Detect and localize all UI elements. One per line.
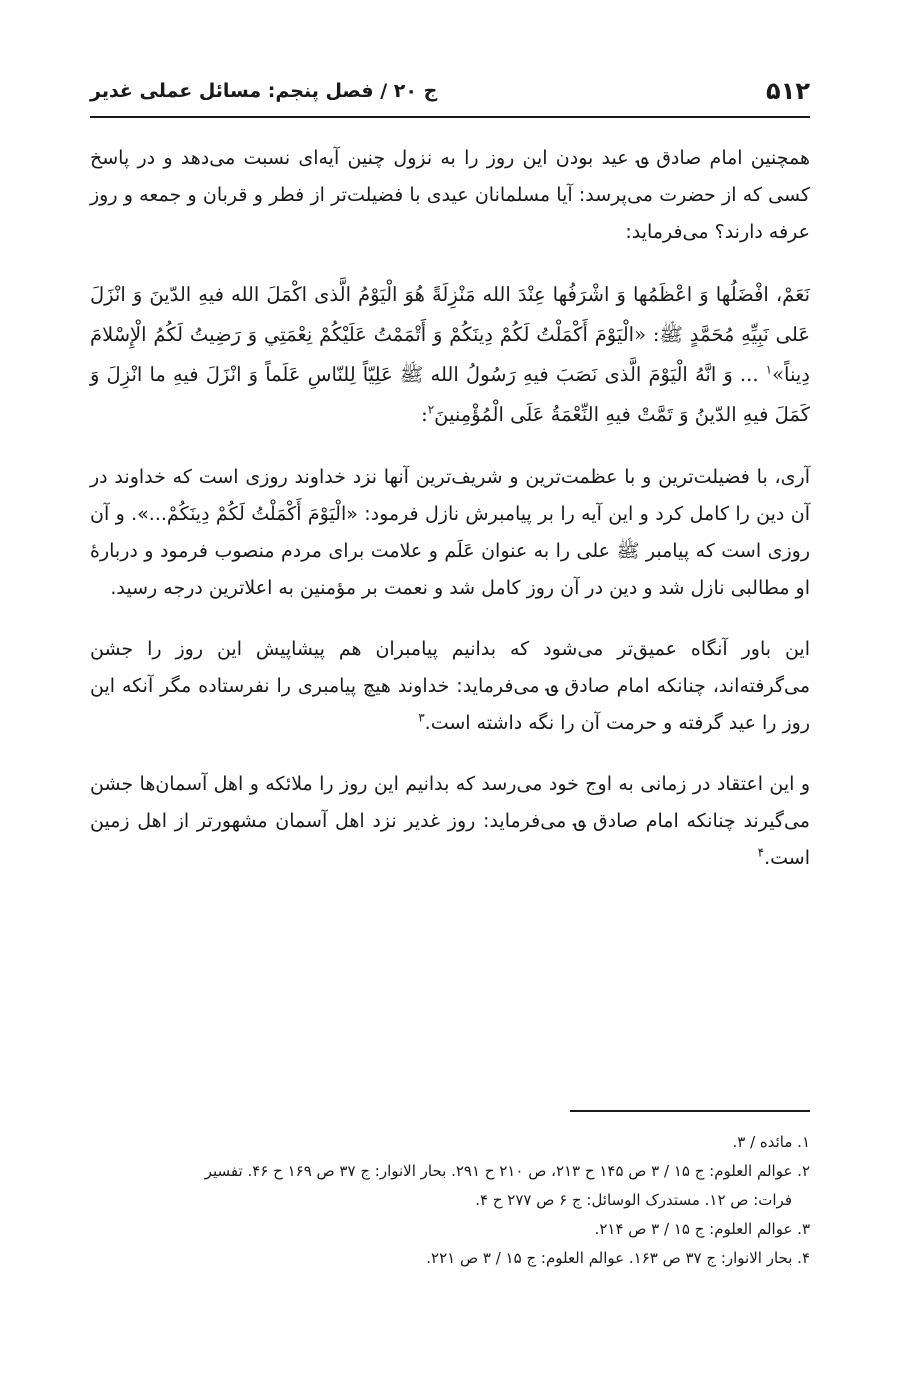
footnote-2-text: ۲. عوالم العلوم: ج ۱۵ / ۳ ص ۱۴۵ ح ۲۱۳، ص ۲۱۰ ح ۲۹۱. بحار الانوار: ج ۳۷ ص ۱۶۹ ح ۴۶. تفسیر xyxy=(204,1162,810,1180)
paragraph-3 xyxy=(90,459,810,607)
paragraph-5 xyxy=(90,766,810,877)
footnote-4 xyxy=(90,1244,810,1273)
footnote-mark-2[interactable]: ۲ xyxy=(427,402,435,417)
paragraph-1-text: همچنین امام صادق ؈ عید بودن این روز را به نزول چنین آیه‌ای نسبت می‌دهد و در پاسخ کسی که از حضرت می‌پرسد: آیا مسلمانان عیدی با فضیلت‌تر از فطر و قربان و جمعه و روز عرفه دارند؟ می‌فرماید: xyxy=(90,147,810,243)
page-header xyxy=(90,66,810,118)
footnote-mark-4[interactable]: ۴ xyxy=(757,845,765,860)
paragraph-5-text: و این اعتقاد در زمانی به اوج خود می‌رسد که بدانیم این روز را ملائکه و اهل آسمان‌ها جشن می‌گیرند چنانکه امام صادق ؈ می‌فرماید: روز غدیر نزد اهل آسمان مشهورتر از اهل زمین است. xyxy=(90,773,810,869)
footnote-3-text: ۳. عوالم العلوم: ج ۱۵ / ۳ ص ۲۱۴. xyxy=(594,1220,810,1238)
paragraph-4 xyxy=(90,631,810,742)
footnote-4-text: ۴. بحار الانوار: ج ۳۷ ص ۱۶۳. عوالم العلوم: ج ۱۵ / ۳ ص ۲۲۱. xyxy=(426,1249,810,1267)
main-text xyxy=(90,140,810,901)
arabic-quote-part-1: نَعَمْ، افْضَلُها وَ اعْظَمُها وَ اشْرَفُها عِنْدَ الله مَنْزِلَةً هُوَ الْيَوْمُ الَّذى اكْمَلَ الله فيهِ الدّينَ وَ انْزَلَ عَلى نَبِيِّهِ مُحَمَّدٍ ﷺ: «الْيَوْمَ أَكْمَلْتُ لَكُمْ دِينَكُمْ وَ أَتْمَمْتُ عَلَيْكُمْ نِعْمَتِي وَ رَضِيتُ لَكُمُ الْإِسْلامَ دِيناً» xyxy=(90,283,810,386)
arabic-quote-part-2: ... وَ انَّهُ الْيَوْمَ الَّذى نَصَبَ فيهِ رَسُولُ الله ﷺ عَلِيّاً لِلنّاسِ عَلَماً وَ انْزَلَ فيهِ ما انْزِلَ وَ كَمَلَ فيهِ الدّينُ وَ تَمَّتْ فيهِ النِّعْمَةُ عَلَى الْمُؤْمِنينَ xyxy=(90,363,810,426)
running-title: ج ۲۰ / فصل پنجم: مسائل عملی غدیر xyxy=(90,80,438,102)
paragraph-3-text: آری، با فضیلت‌ترین و با عظمت‌ترین و شریف‌ترین آنها نزد خداوند روزی است که خداوند در آن دین را کامل کرد و این آیه را بر پیامبرش نازل فرمود: «الْيَوْمَ أَكْمَلْتُ لَكُمْ دِينَكُمْ...». و آن روزی است که پیامبر ﷺ علی را به عنوان عَلَم و علامت برای مردم منصوب فرمود و دربارهٔ او مطالبی نازل شد و دین در آن روز کامل شد و نعمت بر مؤمنین به اعلاترین درجه رسید. xyxy=(90,466,810,599)
arabic-quote-colon: : xyxy=(421,403,428,426)
footnote-mark-1[interactable]: ۱ xyxy=(765,362,773,377)
footnotes-list xyxy=(90,1128,810,1273)
footnote-2 xyxy=(90,1157,810,1215)
footnote-mark-3[interactable]: ۳ xyxy=(418,710,425,725)
footnote-3 xyxy=(90,1215,810,1244)
footnote-1 xyxy=(90,1128,810,1157)
footnote-2-continuation: فرات: ص ۱۲. مستدرک الوسائل: ج ۶ ص ۲۷۷ ح ۴. xyxy=(475,1191,792,1209)
paragraph-4-text: این باور آنگاه عمیق‌تر می‌شود که بدانیم پیامبران هم پیشاپیش این روز را جشن می‌گرفته‌اند، چنانکه امام صادق ؈ می‌فرماید: خداوند هیچ پیامبری را نفرستاده مگر آنکه این روز را عید گرفته و حرمت آن را نگه داشته است. xyxy=(90,638,810,734)
footnote-divider xyxy=(570,1110,810,1112)
arabic-quote xyxy=(90,275,810,435)
paragraph-1 xyxy=(90,140,810,251)
footnote-1-text: ۱. مائده / ۳. xyxy=(732,1133,810,1151)
page-number: ۵۱۲ xyxy=(766,77,810,105)
